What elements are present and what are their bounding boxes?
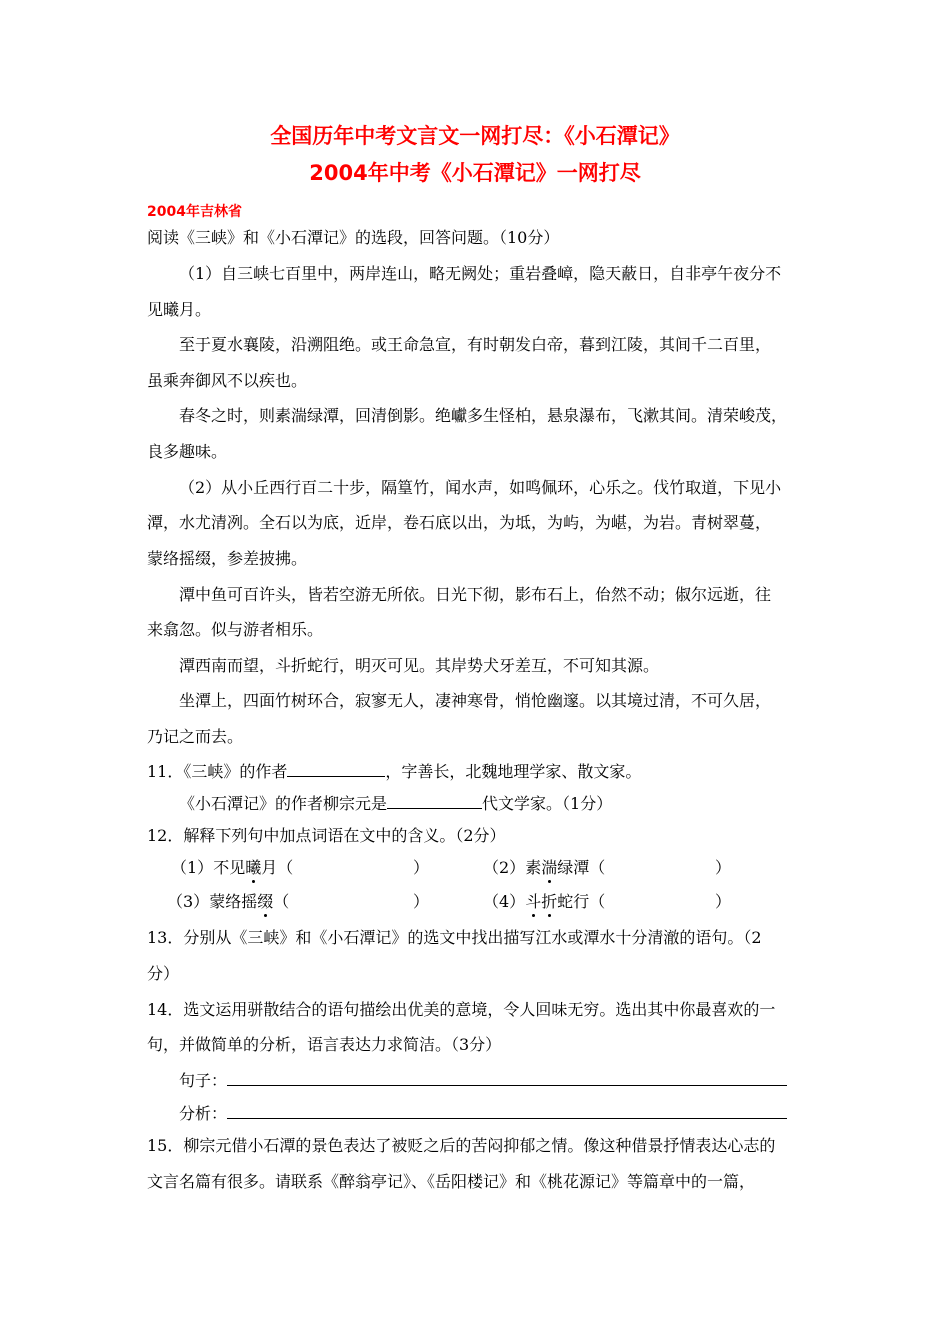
question-13-line: 13．分别从《三峡》和《小石潭记》的选文中找出描写江水或潭水十分清澈的语句。（2 bbox=[147, 928, 762, 947]
q12-item-text: 素 bbox=[525, 858, 542, 877]
passage-line: 潭中鱼可百许头，皆若空游无所依。日光下彻，影布石上，佁然不动；俶尔远逝，往 bbox=[179, 585, 772, 604]
q12-dotted-word: 折 bbox=[541, 892, 558, 911]
q12-item-text: 月（ bbox=[261, 858, 294, 877]
q14-sentence-blank[interactable] bbox=[227, 1069, 787, 1086]
passage-line: 坐潭上，四面竹树环合，寂寥无人，凄神寒骨，悄怆幽邃。以其境过清，不可久居， bbox=[179, 691, 772, 710]
passage-line: 潭，水尤清冽。全石以为底，近岸，卷石底以出，为坻，为屿，为嵁，为岩。青树翠蔓， bbox=[147, 513, 772, 532]
q12-item-number: （2） bbox=[483, 858, 526, 877]
question-11a bbox=[147, 760, 641, 784]
passage-line: 潭西南而望，斗折蛇行，明灭可见。其岸势犬牙差互，不可知其源。 bbox=[179, 656, 660, 675]
q12-close-paren: ） bbox=[413, 892, 430, 911]
q12-item3 bbox=[167, 892, 289, 911]
passage-line: 乃记之而去。 bbox=[147, 727, 244, 746]
question-14-line: 14．选文运用骈散结合的语句描绘出优美的意境，令人回味无穷。选出其中你最喜欢的一 bbox=[147, 1000, 776, 1019]
q12-dotted-word: 斗 bbox=[525, 892, 542, 911]
document-subtitle: 2004年中考《小石潭记》一网打尽 bbox=[309, 161, 641, 185]
q14-sentence-label: 句子： bbox=[179, 1071, 228, 1090]
q12-dotted-word: 湍 bbox=[541, 858, 558, 877]
q11b-answer-blank[interactable] bbox=[387, 792, 482, 809]
q11b-prefix: 《小石潭记》的作者柳宗元是 bbox=[179, 794, 388, 813]
q12-item4 bbox=[483, 890, 605, 914]
passage-line: 虽乘奔御风不以疾也。 bbox=[147, 371, 308, 390]
question-15-line: 15．柳宗元借小石潭的景色表达了被贬之后的苦闷抑郁之情。像这种借景抒情表达心志的 bbox=[147, 1136, 776, 1155]
q14-analysis-label: 分析： bbox=[179, 1104, 228, 1123]
q11b-suffix: 代文学家。（1分） bbox=[482, 794, 613, 813]
q11a-answer-blank[interactable] bbox=[287, 760, 385, 777]
passage-line: 春冬之时，则素湍绿潭，回清倒影。绝巘多生怪柏，悬泉瀑布，飞漱其间。清荣峻茂， bbox=[179, 406, 788, 425]
q12-close-paren: ） bbox=[715, 892, 732, 911]
question-15-line: 文言名篇有很多。请联系《醉翁亭记》、《岳阳楼记》和《桃花源记》等篇章中的一篇， bbox=[147, 1172, 756, 1191]
question-12-row1 bbox=[171, 856, 791, 880]
q12-item2 bbox=[483, 856, 605, 880]
q12-item-text: 不见 bbox=[213, 858, 246, 877]
q12-close-paren: ） bbox=[413, 858, 430, 877]
question-12-stem: 12．解释下列句中加点词语在文中的含义。（2分） bbox=[147, 826, 506, 845]
q14-analysis-blank[interactable] bbox=[227, 1102, 787, 1119]
passage-line: 蒙络摇缀，参差披拂。 bbox=[147, 549, 308, 568]
q12-item-text: 蛇行（ bbox=[557, 892, 606, 911]
q12-item-number: （3） bbox=[167, 892, 210, 911]
passage-line: 良多趣味。 bbox=[147, 442, 228, 461]
passage-line: （2）从小丘西行百二十步，隔篁竹，闻水声，如鸣佩环，心乐之。伐竹取道，下见小 bbox=[179, 478, 782, 497]
q12-item1 bbox=[171, 858, 293, 877]
q12-item-text: 绿潭（ bbox=[557, 858, 606, 877]
question-11b bbox=[179, 792, 612, 816]
q12-item-text: （ bbox=[273, 892, 290, 911]
question-14-line: 句，并做简单的分析，语言表达力求简洁。（3分） bbox=[147, 1035, 502, 1054]
q12-close-paren: ） bbox=[715, 858, 732, 877]
q12-dotted-word: 曦 bbox=[245, 858, 262, 877]
passage-line: 至于夏水襄陵，沿溯阻绝。或王命急宣，有时朝发白帝，暮到江陵，其间千二百里， bbox=[179, 335, 772, 354]
reading-intro: 阅读《三峡》和《小石潭记》的选段，回答问题。（10分） bbox=[147, 228, 560, 247]
q12-item-text: 蒙络摇 bbox=[209, 892, 258, 911]
q12-item-number: （4） bbox=[483, 892, 526, 911]
question-12-row2 bbox=[167, 890, 787, 914]
q12-dotted-word: 缀 bbox=[257, 892, 274, 911]
q11a-suffix: ，字善长，北魏地理学家、散文家。 bbox=[385, 762, 642, 781]
q14-analysis-row bbox=[179, 1102, 787, 1126]
passage-line: 见曦月。 bbox=[147, 300, 212, 319]
q11a-prefix: 11．《三峡》的作者 bbox=[147, 762, 288, 781]
document-title: 全国历年中考文言文一网打尽：《小石潭记》 bbox=[270, 124, 680, 148]
passage-line: （1）自三峡七百里中，两岸连山，略无阙处；重岩叠嶂，隐天蔽日，自非亭午夜分不 bbox=[179, 264, 782, 283]
question-13-line: 分） bbox=[147, 964, 180, 983]
q12-item-number: （1） bbox=[171, 858, 214, 877]
region-heading: 2004年吉林省 bbox=[147, 204, 242, 220]
passage-line: 来翕忽。似与游者相乐。 bbox=[147, 620, 324, 639]
q14-sentence-row bbox=[179, 1069, 787, 1093]
